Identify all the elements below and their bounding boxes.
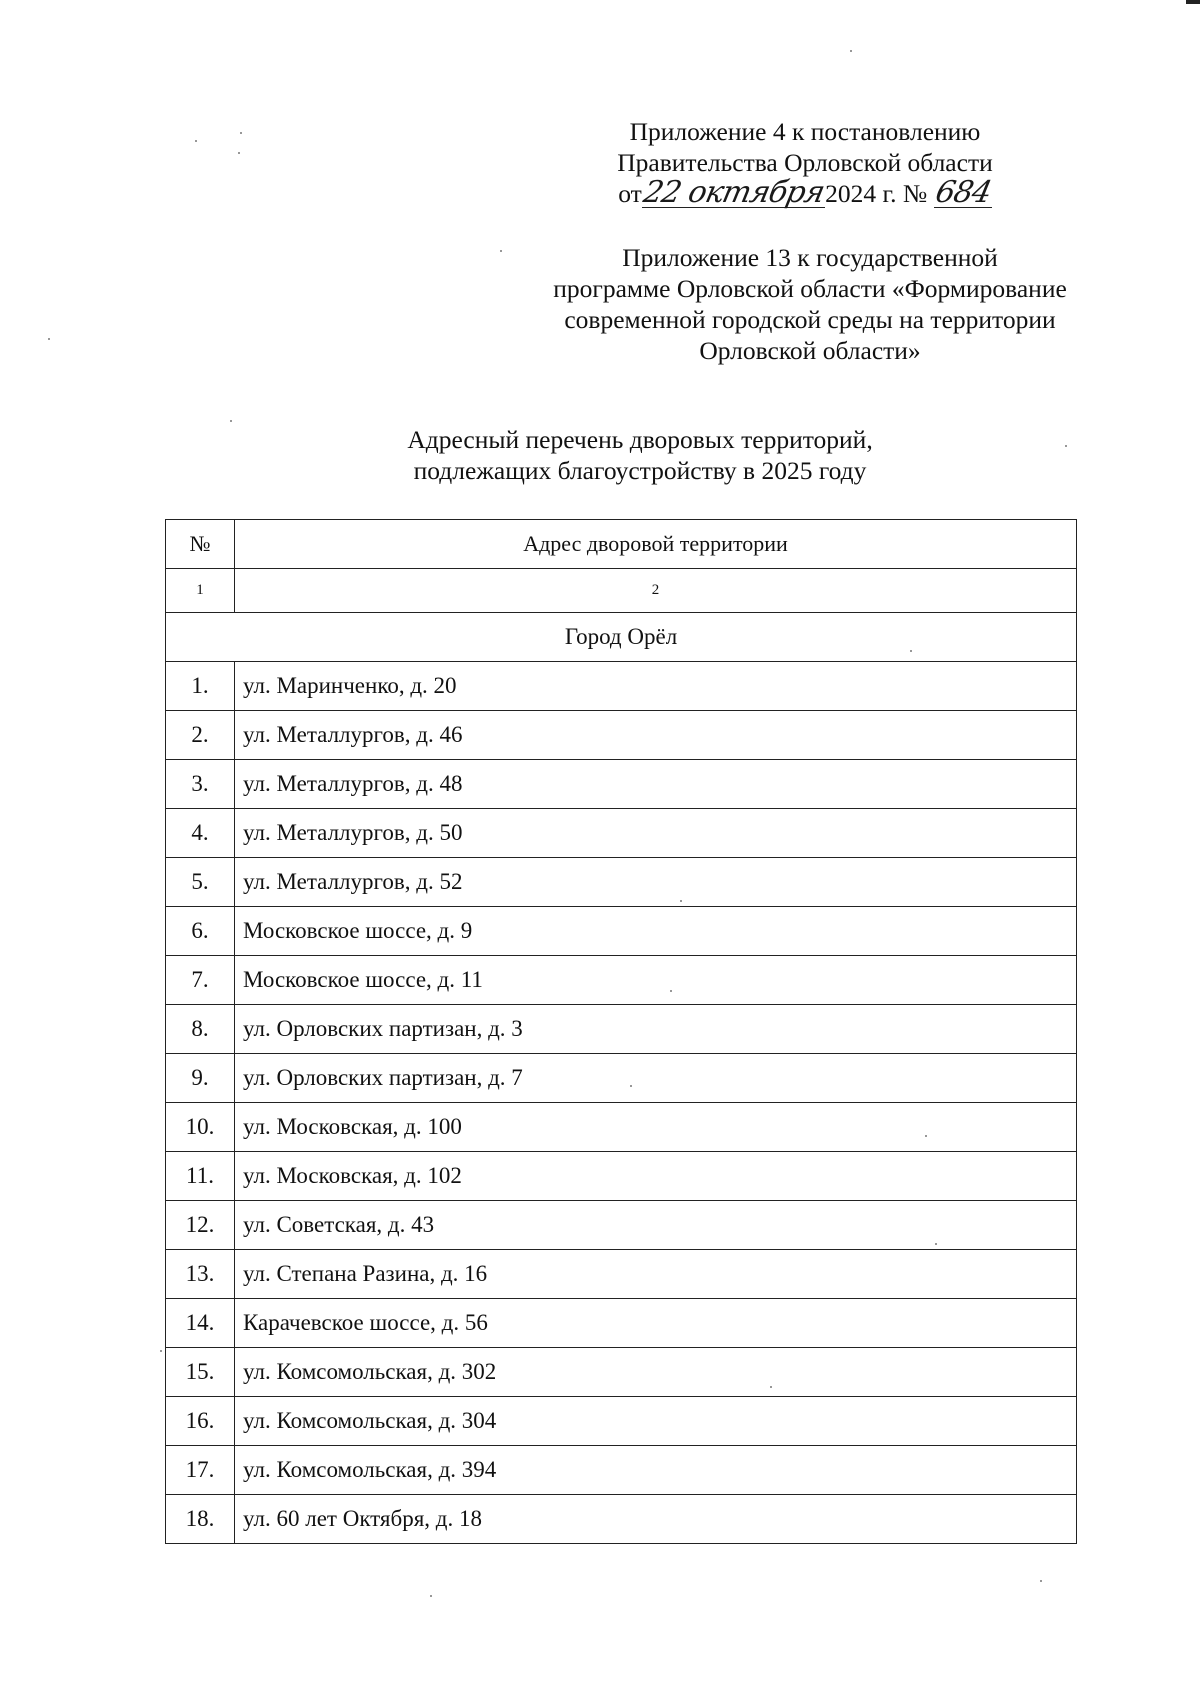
row-address: ул. Орловских партизан, д. 7 — [235, 1054, 1077, 1103]
row-number: 12. — [166, 1201, 235, 1250]
scan-speck — [48, 338, 50, 340]
section-row — [166, 613, 1077, 662]
scan-speck — [238, 152, 240, 154]
row-address: ул. Комсомольская, д. 394 — [235, 1446, 1077, 1495]
scan-speck — [195, 140, 197, 142]
scan-speck — [670, 990, 672, 992]
row-address: ул. Металлургов, д. 50 — [235, 809, 1077, 858]
row-number: 14. — [166, 1299, 235, 1348]
row-address: ул. 60 лет Октября, д. 18 — [235, 1495, 1077, 1544]
scan-speck — [1065, 445, 1067, 447]
table-row — [166, 1054, 1077, 1103]
row-number: 7. — [166, 956, 235, 1005]
table-row — [166, 760, 1077, 809]
scan-speck — [240, 132, 242, 134]
row-number: 17. — [166, 1446, 235, 1495]
row-number: 4. — [166, 809, 235, 858]
row-address: ул. Степана Разина, д. 16 — [235, 1250, 1077, 1299]
scan-speck — [230, 420, 232, 422]
row-address: ул. Металлургов, д. 52 — [235, 858, 1077, 907]
handwritten-date-field — [640, 175, 827, 210]
document-title — [330, 424, 950, 486]
row-address: ул. Комсомольская, д. 302 — [235, 1348, 1077, 1397]
appendix-4-date-line — [585, 175, 1025, 210]
row-address: ул. Металлургов, д. 48 — [235, 760, 1077, 809]
appendix-13-header — [500, 242, 1120, 366]
scan-speck — [1040, 1580, 1042, 1582]
table-row — [166, 1103, 1077, 1152]
row-address: ул. Комсомольская, д. 304 — [235, 1397, 1077, 1446]
table-row — [166, 956, 1077, 1005]
scan-speck — [680, 900, 682, 902]
row-number: 1. — [166, 662, 235, 711]
table-row — [166, 1250, 1077, 1299]
row-number: 16. — [166, 1397, 235, 1446]
section-title: Город Орёл — [166, 613, 1077, 662]
table-row — [166, 1299, 1077, 1348]
row-number: 15. — [166, 1348, 235, 1397]
row-address: Московское шоссе, д. 9 — [235, 907, 1077, 956]
table-row — [166, 1446, 1077, 1495]
table-row — [166, 1495, 1077, 1544]
table-row — [166, 711, 1077, 760]
scan-speck — [500, 250, 502, 252]
scan-speck — [925, 1135, 927, 1137]
row-number: 11. — [166, 1152, 235, 1201]
row-number: 8. — [166, 1005, 235, 1054]
row-number: 3. — [166, 760, 235, 809]
scan-speck — [430, 1595, 432, 1597]
header-address: Адрес дворовой территории — [235, 520, 1077, 569]
row-number: 6. — [166, 907, 235, 956]
handwritten-date: 22 октября — [640, 175, 827, 210]
appendix-4-header — [585, 116, 1025, 209]
row-address: ул. Маринченко, д. 20 — [235, 662, 1077, 711]
table-row — [166, 1005, 1077, 1054]
table-row — [166, 1201, 1077, 1250]
date-year: 2024 г. № — [825, 179, 928, 208]
appendix-4-line2: Правительства Орловской области — [617, 148, 993, 177]
handwritten-number: 684 — [931, 175, 994, 210]
row-address: ул. Металлургов, д. 46 — [235, 711, 1077, 760]
scan-corner-mark — [1186, 0, 1200, 4]
row-number: 10. — [166, 1103, 235, 1152]
column-index-row — [166, 569, 1077, 613]
appendix-13-line4: Орловской области» — [699, 336, 921, 365]
scan-speck — [850, 50, 852, 52]
row-number: 13. — [166, 1250, 235, 1299]
row-address: ул. Орловских партизан, д. 3 — [235, 1005, 1077, 1054]
handwritten-number-field — [931, 175, 994, 210]
column-index-2: 2 — [235, 569, 1077, 613]
scan-speck — [630, 1085, 632, 1087]
date-prefix: от — [618, 179, 642, 208]
scan-speck — [910, 650, 912, 652]
table-row — [166, 1348, 1077, 1397]
row-number: 9. — [166, 1054, 235, 1103]
scan-speck — [160, 1350, 162, 1352]
row-number: 2. — [166, 711, 235, 760]
scan-speck — [770, 1386, 772, 1388]
appendix-13-line1: Приложение 13 к государственной — [622, 243, 998, 272]
header-number: № — [166, 520, 235, 569]
table-row — [166, 1397, 1077, 1446]
table-row — [166, 662, 1077, 711]
table-row — [166, 809, 1077, 858]
row-address: ул. Московская, д. 100 — [235, 1103, 1077, 1152]
row-address: Московское шоссе, д. 11 — [235, 956, 1077, 1005]
table-row — [166, 858, 1077, 907]
document-title-line2: подлежащих благоустройству в 2025 году — [413, 456, 867, 485]
table-header-row — [166, 520, 1077, 569]
column-index-1: 1 — [166, 569, 235, 613]
document-title-line1: Адресный перечень дворовых территорий, — [407, 425, 873, 454]
appendix-13-line3: современной городской среды на территории — [564, 305, 1056, 334]
table-row — [166, 1152, 1077, 1201]
row-address: Карачевское шоссе, д. 56 — [235, 1299, 1077, 1348]
scan-speck — [935, 1243, 937, 1245]
row-number: 18. — [166, 1495, 235, 1544]
appendix-4-line1: Приложение 4 к постановлению — [629, 117, 981, 146]
appendix-13-line2: программе Орловской области «Формирование — [553, 274, 1067, 303]
table-row — [166, 907, 1077, 956]
row-address: ул. Московская, д. 102 — [235, 1152, 1077, 1201]
row-address: ул. Советская, д. 43 — [235, 1201, 1077, 1250]
row-number: 5. — [166, 858, 235, 907]
address-table — [165, 519, 1077, 1544]
